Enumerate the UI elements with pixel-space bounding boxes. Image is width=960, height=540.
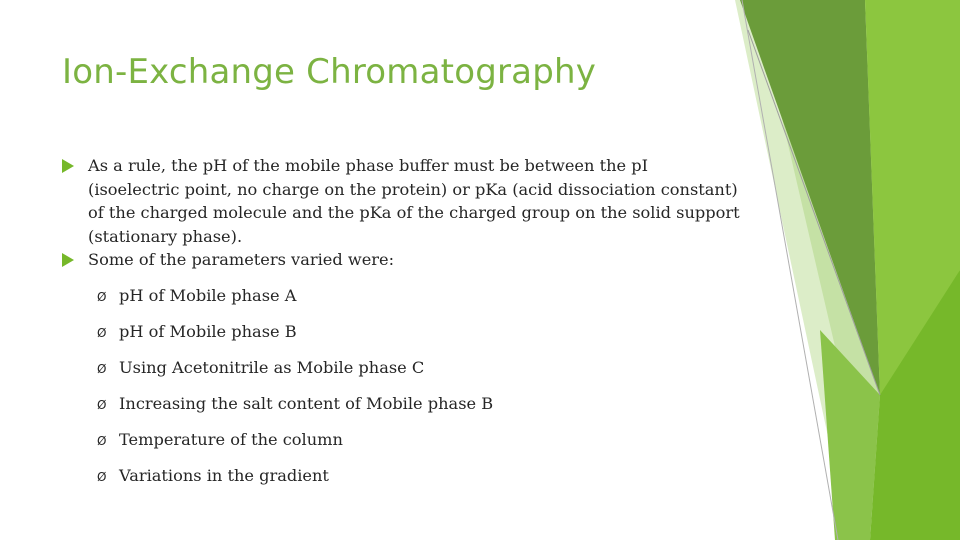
sub-bullet-text: pH of Mobile phase B xyxy=(119,322,297,341)
bullet-text: As a rule, the pH of the mobile phase buffer must be between the pI (isoelectric point, no charge on the protein) or pKa (acid dissociation constant) of the charged molecule and the pKa of the charged group on the solid support (stationary phase). xyxy=(88,156,740,246)
sub-bullet-item xyxy=(97,285,697,308)
sub-bullet-arrowhead-icon: Ø xyxy=(97,290,107,304)
sub-bullet-text: pH of Mobile phase A xyxy=(119,286,297,305)
sub-bullet-arrowhead-icon: Ø xyxy=(97,326,107,340)
sub-bullet-item xyxy=(97,357,697,380)
bullet-item xyxy=(62,154,742,248)
slide-title: Ion-Exchange Chromatography xyxy=(62,52,597,92)
sub-bullet-item xyxy=(97,321,697,344)
sub-bullet-text: Variations in the gradient xyxy=(119,466,329,485)
sub-bullet-item xyxy=(97,465,697,488)
bullet-item xyxy=(62,248,742,272)
sub-bullet-arrowhead-icon: Ø xyxy=(97,362,107,376)
sub-bullet-item xyxy=(97,393,697,416)
sub-bullet-text: Using Acetonitrile as Mobile phase C xyxy=(119,358,425,377)
sub-bullet-arrowhead-icon: Ø xyxy=(97,470,107,484)
bullet-text: Some of the parameters varied were: xyxy=(88,250,395,269)
bullet-arrow-icon xyxy=(62,253,74,267)
sub-bullet-text: Increasing the salt content of Mobile phase B xyxy=(119,394,494,413)
sub-bullet-arrowhead-icon: Ø xyxy=(97,398,107,412)
bullet-arrow-icon xyxy=(62,159,74,173)
sub-bullet-item xyxy=(97,429,697,452)
sub-bullet-arrowhead-icon: Ø xyxy=(97,434,107,448)
sub-bullet-text: Temperature of the column xyxy=(119,430,343,449)
